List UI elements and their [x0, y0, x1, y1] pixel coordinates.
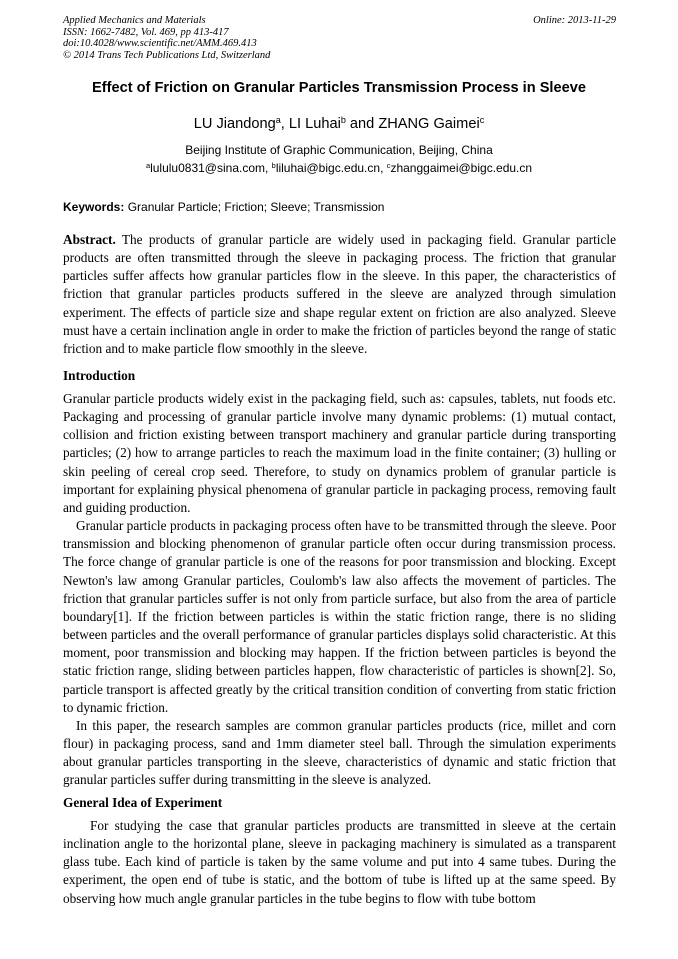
issn-line: ISSN: 1662-7482, Vol. 469, pp 413-417	[63, 26, 229, 38]
copyright-line: © 2014 Trans Tech Publications Ltd, Switzerland	[63, 49, 271, 61]
email-affil-mark: b	[271, 160, 276, 170]
introduction-body	[63, 390, 616, 789]
email-affil-mark: a	[145, 160, 151, 170]
author-email: liluhai@bigc.edu.cn	[275, 161, 381, 175]
author-separator: and	[345, 116, 379, 132]
journal-header	[63, 15, 616, 61]
author-line	[40, 115, 638, 133]
paragraph: For studying the case that granular particles products are transmitted in sleeve at the certain inclination angle to the horizontal plane, sleeve in packaging machinery is simulated as a transparent glass tube. Each kind of particle is taken by the same volume and put into 4 same tubes. During the experiment, the open end of tube is static, and the bottom of tube is lifted up at the same speed. By observing how much angle granular particles in the tube begins to flow with tube bottom	[63, 818, 616, 906]
author-email: lululu0831@sina.com	[150, 161, 265, 175]
paragraph: Granular particle products widely exist in the packaging field, such as: capsules, tablets, nut foods etc. Packaging and processing of granular particle involve many dynamic problems: (1) mutual contact, collision and friction existing between transport machinery and granular particle during transporting particles; (2) how to arrange particles to reach the maximum load in the finite container; (3) hulling or skin peeling of cereal crop seed. Therefore, to study on dynamics problem of granular particle is important for explaining physical phenomena of granular particle in packaging process, removing fault and guiding production.	[63, 391, 616, 515]
keywords-label: Keywords:	[63, 200, 125, 214]
author-name: ZHANG Gaimei	[378, 116, 480, 132]
author-name: LU Jiandong	[193, 116, 276, 132]
keywords-text: Granular Particle; Friction; Sleeve; Transmission	[127, 200, 385, 214]
keywords	[63, 200, 616, 215]
author-affil-mark: c	[479, 115, 485, 126]
author-affil-mark: b	[340, 115, 346, 126]
abstract-text: The products of granular particle are widely used in packaging field. Granular particle products are often transmitted through the sleeve in packaging process. The friction that granular particles suffer affects how granular particles flow in the sleeve. In this paper, the characteristics of friction that granular particles products suffered in the sleeve are analyzed through simulation experiment. The effects of particle size and shape regular extent on friction are also analyzed. Sleeve must have a certain inclination angle in order to make the friction of particles beyond the range of static friction and to make particle flow smoothly in the sleeve.	[63, 232, 616, 356]
experiment-body	[63, 817, 616, 908]
email-affil-mark: c	[386, 160, 391, 170]
affiliation: Beijing Institute of Graphic Communication, Beijing, China	[185, 143, 493, 157]
doi-line: doi:10.4028/www.scientific.net/AMM.469.413	[63, 38, 257, 50]
author-name: LI Luhai	[288, 116, 341, 132]
paragraph: In this paper, the research samples are common granular particles products (rice, millet and corn flour) in packaging process, sand and 1mm diameter steel ball. Through the simulation experiments about granular particles transporting in the sleeve, characteristics of dynamic and static friction that granular particles suffer during transmitting in the sleeve is analyzed.	[63, 717, 616, 788]
section-heading-experiment: General Idea of Experiment	[63, 795, 223, 810]
author-email: zhanggaimei@bigc.edu.cn	[390, 161, 533, 175]
journal-name: Applied Mechanics and Materials	[63, 15, 206, 26]
paper-title: Effect of Friction on Granular Particles Transmission Process in Sleeve	[92, 80, 586, 96]
email-separator: ,	[380, 161, 387, 175]
paragraph: Granular particle products in packaging process often have to be transmitted through the sleeve. Poor transmission and blocking phenomenon of granular particle often occur during transmission process. The force change of granular particle is one of the reasons for poor transmission and blocking. Except Newton's law among Granular particles, Coulomb's law also affects the movement of particles. The friction that granular particles suffer is not only from particle surface, but also from the area of particle boundary[1]. If the friction between particles is within the static friction range, there is no sliding between particles and the overall performance of granular particles displays solid characteristic. At this moment, poor transmission and blocking may happen. If the friction between particles is beyond the static friction range, sliding between particles happen, flow characteristic of particles is shown[2]. So, particle transport is affected greatly by the critical transition condition of converting from static friction to dynamic friction.	[63, 518, 616, 715]
email-separator: ,	[265, 161, 272, 175]
abstract	[63, 231, 616, 358]
author-separator: ,	[280, 116, 289, 132]
section-heading-introduction: Introduction	[63, 368, 136, 383]
author-affil-mark: a	[275, 115, 281, 126]
abstract-label: Abstract.	[63, 232, 116, 247]
email-line	[40, 161, 638, 176]
online-date: Online: 2013-11-29	[533, 15, 616, 26]
